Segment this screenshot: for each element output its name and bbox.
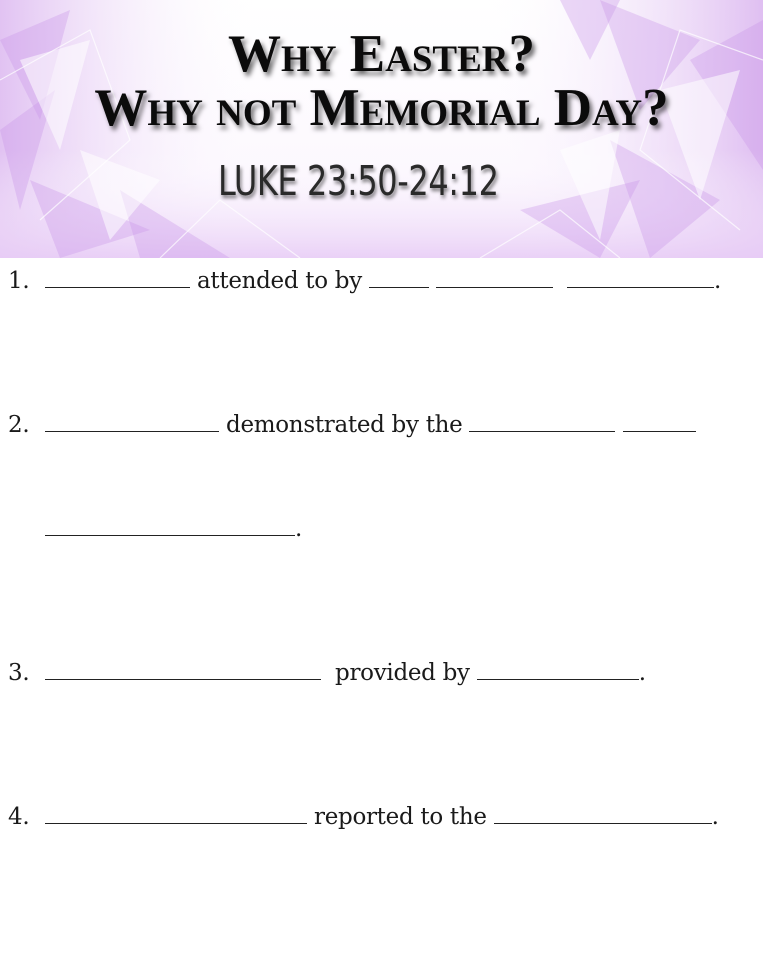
item-end: . <box>711 804 719 830</box>
item-text: demonstrated by the <box>226 412 463 438</box>
blank-line <box>45 410 219 432</box>
title-line-1: Why Easter? <box>228 25 535 83</box>
list-item-3 <box>8 658 646 686</box>
blank-line <box>436 266 553 288</box>
scripture-reference: LUKE 23:50-24:12 <box>218 157 499 205</box>
blank-line <box>567 266 714 288</box>
blank-line <box>45 514 295 536</box>
item-text: provided by <box>335 660 470 686</box>
list-item-2 <box>8 410 696 438</box>
blank-line <box>623 410 696 432</box>
list-item-4 <box>8 802 719 830</box>
list-item-2-continued <box>45 514 302 542</box>
blank-line <box>45 266 190 288</box>
blank-line <box>45 802 307 824</box>
item-number: 2. <box>8 412 30 438</box>
item-text: attended to by <box>197 268 362 294</box>
blank-line <box>369 266 429 288</box>
item-number: 3. <box>8 660 30 686</box>
item-end: . <box>714 268 722 294</box>
item-end: . <box>638 660 646 686</box>
item-end: . <box>295 516 303 542</box>
list-item-1 <box>8 266 721 294</box>
blank-line <box>477 658 639 680</box>
item-number: 4. <box>8 804 30 830</box>
blank-line <box>45 658 321 680</box>
item-text: reported to the <box>314 804 487 830</box>
header-banner <box>0 0 763 258</box>
blank-line <box>469 410 615 432</box>
title-line-2: Why not Memorial Day? <box>94 79 669 137</box>
blank-line <box>494 802 712 824</box>
item-number: 1. <box>8 268 30 294</box>
